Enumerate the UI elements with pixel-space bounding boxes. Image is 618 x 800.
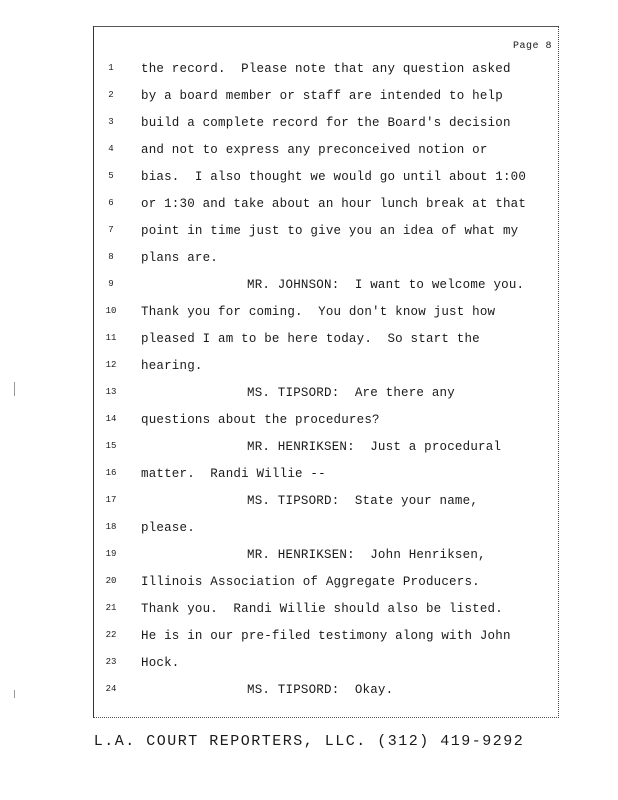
line-number: 16 bbox=[105, 468, 117, 478]
line-number: 10 bbox=[105, 306, 117, 316]
line-number: 2 bbox=[108, 90, 114, 100]
line-number: 17 bbox=[105, 495, 117, 505]
transcript-line bbox=[94, 494, 560, 512]
transcript-line bbox=[94, 170, 560, 188]
line-text: by a board member or staff are intended to help bbox=[141, 89, 503, 103]
line-text: He is in our pre-filed testimony along with John bbox=[141, 629, 511, 643]
line-text: Hock. bbox=[141, 656, 180, 670]
transcript-line bbox=[94, 278, 560, 296]
line-number: 22 bbox=[105, 630, 117, 640]
transcript-line bbox=[94, 575, 560, 593]
line-number: 20 bbox=[105, 576, 117, 586]
transcript-line bbox=[94, 197, 560, 215]
line-number: 18 bbox=[105, 522, 117, 532]
line-text: Illinois Association of Aggregate Producers. bbox=[141, 575, 480, 589]
line-text: and not to express any preconceived notion or bbox=[141, 143, 488, 157]
line-text: MR. HENRIKSEN: John Henriksen, bbox=[247, 548, 486, 562]
line-text: the record. Please note that any question asked bbox=[141, 62, 511, 76]
transcript-line bbox=[94, 332, 560, 350]
transcript-line bbox=[94, 467, 560, 485]
line-text: Thank you for coming. You don't know just how bbox=[141, 305, 496, 319]
transcript-line bbox=[94, 548, 560, 566]
transcript-line bbox=[94, 116, 560, 134]
line-number: 3 bbox=[108, 117, 114, 127]
line-text: MS. TIPSORD: Are there any bbox=[247, 386, 455, 400]
line-text: MS. TIPSORD: State your name, bbox=[247, 494, 479, 508]
footer-reporter-info: L.A. COURT REPORTERS, LLC. (312) 419-9292 bbox=[93, 733, 525, 750]
line-number: 4 bbox=[108, 144, 114, 154]
line-number: 6 bbox=[108, 198, 114, 208]
line-number: 13 bbox=[105, 387, 117, 397]
line-text: please. bbox=[141, 521, 195, 535]
line-number: 21 bbox=[105, 603, 117, 613]
transcript-line bbox=[94, 683, 560, 701]
line-text: MR. HENRIKSEN: Just a procedural bbox=[247, 440, 502, 454]
transcript-line bbox=[94, 629, 560, 647]
line-text: MR. JOHNSON: I want to welcome you. bbox=[247, 278, 525, 292]
transcript-line bbox=[94, 359, 560, 377]
line-text: hearing. bbox=[141, 359, 203, 373]
transcript-line bbox=[94, 89, 560, 107]
line-number: 19 bbox=[105, 549, 117, 559]
line-text: matter. Randi Willie -- bbox=[141, 467, 326, 481]
transcript-line bbox=[94, 440, 560, 458]
line-number: 23 bbox=[105, 657, 117, 667]
scan-margin-mark bbox=[14, 690, 15, 698]
line-text: bias. I also thought we would go until about 1:00 bbox=[141, 170, 527, 184]
line-number: 15 bbox=[105, 441, 117, 451]
transcript-line bbox=[94, 602, 560, 620]
line-text: build a complete record for the Board's decision bbox=[141, 116, 511, 130]
line-text: pleased I am to be here today. So start the bbox=[141, 332, 480, 346]
transcript-line bbox=[94, 413, 560, 431]
line-text: or 1:30 and take about an hour lunch break at that bbox=[141, 197, 527, 211]
line-number: 7 bbox=[108, 225, 114, 235]
line-number: 12 bbox=[105, 360, 117, 370]
line-text: MS. TIPSORD: Okay. bbox=[247, 683, 394, 697]
transcript-line bbox=[94, 143, 560, 161]
line-number: 11 bbox=[105, 333, 117, 343]
line-text: Thank you. Randi Willie should also be listed. bbox=[141, 602, 503, 616]
transcript-line bbox=[94, 305, 560, 323]
transcript-line bbox=[94, 521, 560, 539]
page-number: Page 8 bbox=[512, 41, 552, 52]
transcript-line bbox=[94, 656, 560, 674]
line-text: plans are. bbox=[141, 251, 219, 265]
transcript-line bbox=[94, 224, 560, 242]
transcript-line bbox=[94, 386, 560, 404]
line-number: 1 bbox=[108, 63, 114, 73]
line-number: 14 bbox=[105, 414, 117, 424]
line-number: 5 bbox=[108, 171, 114, 181]
line-number: 9 bbox=[108, 279, 114, 289]
scan-margin-mark bbox=[14, 382, 15, 396]
line-number: 24 bbox=[105, 684, 117, 694]
line-text: point in time just to give you an idea of what my bbox=[141, 224, 519, 238]
line-number: 8 bbox=[108, 252, 114, 262]
transcript-line bbox=[94, 62, 560, 80]
line-text: questions about the procedures? bbox=[141, 413, 380, 427]
transcript-page bbox=[93, 26, 559, 718]
transcript-line bbox=[94, 251, 560, 269]
